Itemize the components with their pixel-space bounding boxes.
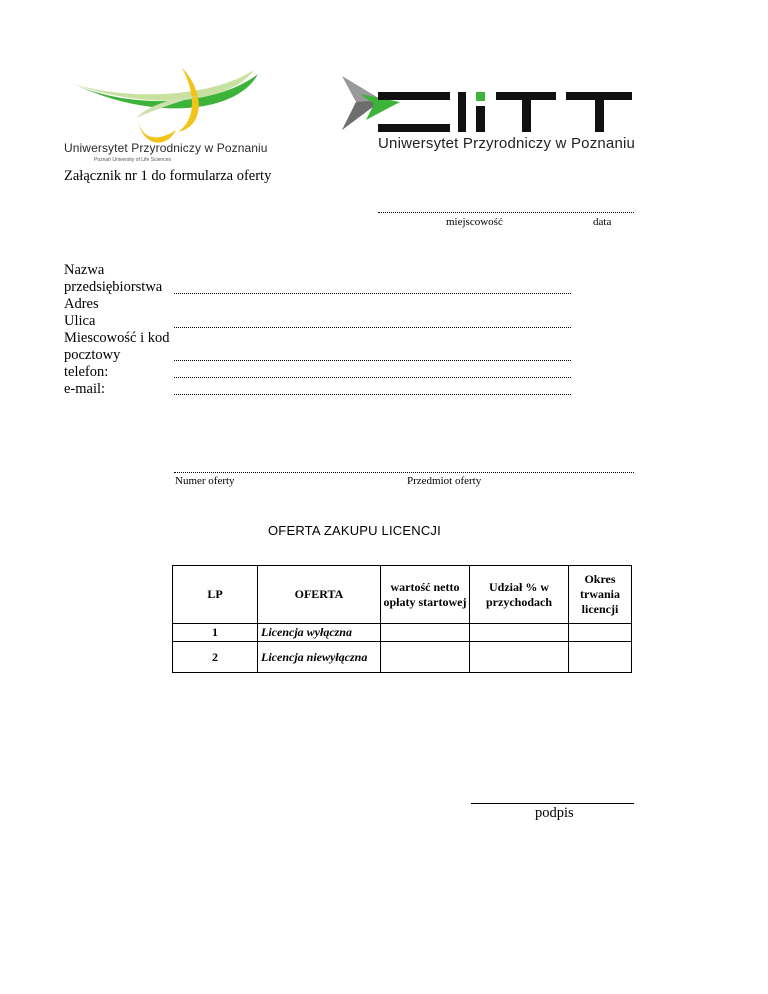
table-cell-lp: 1: [173, 624, 258, 642]
field-label-company-name: Nazwa: [64, 262, 105, 278]
field-label-city-postcode: Miescowość i kod: [64, 330, 170, 346]
date-label: data: [593, 216, 612, 228]
street-field[interactable]: [174, 327, 571, 328]
offer-number-label: Numer oferty: [175, 475, 235, 487]
place-date-field[interactable]: [378, 212, 634, 213]
table-cell-net-fee[interactable]: [381, 642, 470, 673]
city-postcode-field[interactable]: [174, 360, 571, 361]
field-label-phone: telefon:: [64, 364, 109, 380]
table-header-lp: LP: [173, 566, 258, 624]
table-cell-revenue-share[interactable]: [470, 642, 569, 673]
email-field[interactable]: [174, 394, 571, 395]
table-cell-revenue-share[interactable]: [470, 624, 569, 642]
attachment-note: Załącznik nr 1 do formularza oferty: [64, 168, 272, 184]
university-logo-name: Uniwersytet Przyrodniczy w Poznaniu: [64, 141, 268, 155]
field-label-company-name-2: przedsiębiorstwa: [64, 279, 163, 295]
signature-label: podpis: [535, 805, 574, 821]
place-label: miejscowość: [446, 216, 503, 228]
table-header-net-fee: wartość netto opłaty startowej: [381, 566, 470, 624]
offer-number-subject-field[interactable]: [174, 472, 634, 473]
table-cell-net-fee[interactable]: [381, 624, 470, 642]
signature-field[interactable]: [471, 803, 634, 804]
table-header-revenue-share: Udział % w przychodach: [470, 566, 569, 624]
field-label-address: Adres: [64, 296, 99, 312]
table-cell-offer: Licencja niewyłączna: [258, 642, 381, 673]
phone-field[interactable]: [174, 377, 571, 378]
field-label-email: e-mail:: [64, 381, 106, 397]
table-cell-license-period[interactable]: [569, 624, 632, 642]
table-header-license-period: Okres trwania licencji: [569, 566, 632, 624]
page-title: OFERTA ZAKUPU LICENCJI: [268, 523, 441, 538]
citt-logo-name: Uniwersytet Przyrodniczy w Poznaniu: [378, 135, 636, 152]
field-label-street: Ulica: [64, 313, 96, 329]
table-cell-lp: 2: [173, 642, 258, 673]
offer-subject-label: Przedmiot oferty: [407, 475, 482, 487]
table-header-offer: OFERTA: [258, 566, 381, 624]
offer-table: [172, 565, 632, 673]
table-row: [173, 624, 632, 642]
university-logo-subtitle: Poznań University of Life Sciences: [94, 157, 171, 163]
field-label-city-postcode-2: pocztowy: [64, 347, 121, 363]
table-row: [173, 642, 632, 673]
table-cell-offer: Licencja wyłączna: [258, 624, 381, 642]
table-cell-license-period[interactable]: [569, 642, 632, 673]
company-name-field[interactable]: [174, 293, 571, 294]
